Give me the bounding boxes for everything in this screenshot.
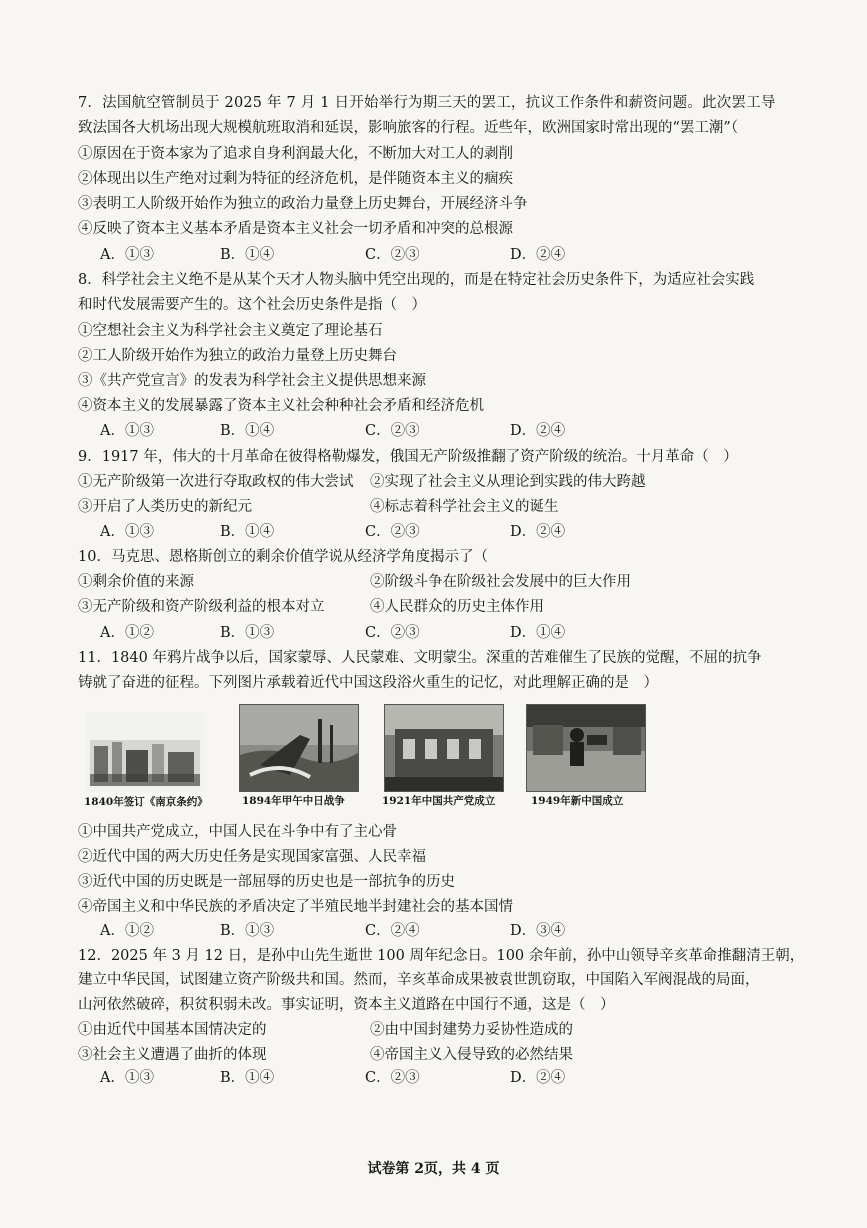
q12-option-3: ③社会主义遭遇了曲折的体现 xyxy=(78,1047,267,1063)
q7-option-2: ②体现出以生产绝对过剩为特征的经济危机，是伴随资本主义的痼疾 xyxy=(78,171,513,187)
q12-option-4: ④帝国主义入侵导致的必然结果 xyxy=(370,1047,573,1063)
q12-stem-line-2: 建立中华民国，试图建立资产阶级共和国。然而，辛亥革命成果被袁世凯窃取，中国陷入军阀混战的局面， xyxy=(78,972,760,988)
q11-option-2: ②近代中国的两大历史任务是实现国家富强、人民幸福 xyxy=(78,849,426,865)
q11-choice-a: A．①② xyxy=(100,923,154,939)
caption-1894: 1894年甲午中日战争 xyxy=(242,795,345,807)
q10-stem: 10．马克思、恩格斯创立的剩余价值学说从经济学角度揭示了（ xyxy=(78,549,488,565)
q7-choice-a: A．①③ xyxy=(100,247,154,263)
photo-cpc-founding xyxy=(384,704,504,792)
q8-choice-a: A．①③ xyxy=(100,423,154,439)
q8-option-1: ①空想社会主义为科学社会主义奠定了理论基石 xyxy=(78,323,383,339)
q11-stem-line-2: 铸就了奋进的征程。下列图片承载着近代中国这段浴火重生的记忆，对此理解正确的是 ） xyxy=(78,675,658,691)
q12-choice-c: C．②③ xyxy=(365,1070,420,1086)
q9-choice-b: B．①④ xyxy=(220,524,275,540)
q8-stem-line-2: 和时代发展需要产生的。这个社会历史条件是指（ ） xyxy=(78,297,426,313)
q10-option-3: ③无产阶级和资产阶级利益的根本对立 xyxy=(78,599,325,615)
q8-choice-d: D．②④ xyxy=(510,423,566,439)
photo-sino-japanese-war xyxy=(239,704,359,792)
q9-option-1: ①无产阶级第一次进行夺取政权的伟大尝试 xyxy=(78,474,354,490)
q10-option-2: ②阶级斗争在阶级社会发展中的巨大作用 xyxy=(370,574,631,590)
q7-stem-line-2: 致法国各大机场出现大规模航班取消和延误，影响旅客的行程。近些年，欧洲国家时常出现的“罢工潮”（ xyxy=(78,120,739,136)
q11-choice-c: C．②④ xyxy=(365,923,420,939)
q7-option-1: ①原因在于资本家为了追求自身利润最大化，不断加大对工人的剥削 xyxy=(78,146,513,162)
q9-option-2: ②实现了社会主义从理论到实践的伟大跨越 xyxy=(370,474,646,490)
caption-1840: 1840年签订《南京条约》 xyxy=(84,796,208,808)
q7-option-3: ③表明工人阶级开始作为独立的政治力量登上历史舞台，开展经济斗争 xyxy=(78,196,528,212)
q10-choice-a: A．①② xyxy=(100,625,154,641)
q7-stem-line-1: 7．法国航空管制员于 2025 年 7 月 1 日开始举行为期三天的罢工，抗议工作条件和薪资问题。此次罢工导 xyxy=(78,95,776,111)
q8-choice-b: B．①④ xyxy=(220,423,275,439)
q10-option-4: ④人民群众的历史主体作用 xyxy=(370,599,544,615)
q7-choice-b: B．①④ xyxy=(220,247,275,263)
q10-choice-d: D．①④ xyxy=(510,625,566,641)
q11-option-4: ④帝国主义和中华民族的矛盾决定了半殖民地半封建社会的基本国情 xyxy=(78,899,513,915)
q7-choice-c: C．②③ xyxy=(365,247,420,263)
q12-choice-a: A．①③ xyxy=(100,1070,154,1086)
q9-option-4: ④标志着科学社会主义的诞生 xyxy=(370,499,559,515)
q12-choice-b: B．①④ xyxy=(220,1070,275,1086)
q12-option-2: ②由中国封建势力妥协性造成的 xyxy=(370,1022,573,1038)
q10-option-1: ①剩余价值的来源 xyxy=(78,574,194,590)
q9-choice-c: C．②③ xyxy=(365,524,420,540)
q11-option-1: ①中国共产党成立，中国人民在斗争中有了主心骨 xyxy=(78,824,397,840)
q12-stem-line-3: 山河依然破碎，积贫积弱未改。事实证明，资本主义道路在中国行不通，这是（ ） xyxy=(78,997,615,1013)
q12-choice-d: D．②④ xyxy=(510,1070,566,1086)
q12-option-1: ①由近代中国基本国情决定的 xyxy=(78,1022,267,1038)
q9-option-3: ③开启了人类历史的新纪元 xyxy=(78,499,252,515)
q12-stem-line-1: 12．2025 年 3 月 12 日，是孙中山先生逝世 100 周年纪念日。100 余年前，孙中山领导辛亥革命推翻清王朝， xyxy=(78,948,805,964)
q7-option-4: ④反映了资本主义基本矛盾是资本主义社会一切矛盾和冲突的总根源 xyxy=(78,221,513,237)
q11-choice-b: B．①③ xyxy=(220,923,275,939)
caption-1949: 1949年新中国成立 xyxy=(531,795,624,807)
q10-choice-c: C．②③ xyxy=(365,625,420,641)
page-footer: 试卷第 2页，共 4 页 xyxy=(367,1161,500,1177)
photo-prc-founding xyxy=(526,704,646,792)
q8-choice-c: C．②③ xyxy=(365,423,420,439)
q9-stem: 9．1917 年，伟大的十月革命在彼得格勒爆发，俄国无产阶级推翻了资产阶级的统治。十月革命（ ） xyxy=(78,449,738,465)
q11-stem-line-1: 11．1840 年鸦片战争以后，国家蒙辱、人民蒙难、文明蒙尘。深重的苦难催生了民族的觉醒，不屈的抗争 xyxy=(78,650,762,666)
q9-choice-a: A．①③ xyxy=(100,524,154,540)
q8-option-4: ④资本主义的发展暴露了资本主义社会种种社会矛盾和经济危机 xyxy=(78,398,484,414)
q10-choice-b: B．①③ xyxy=(220,625,275,641)
q11-option-3: ③近代中国的历史既是一部屈辱的历史也是一部抗争的历史 xyxy=(78,874,455,890)
q8-option-2: ②工人阶级开始作为独立的政治力量登上历史舞台 xyxy=(78,348,397,364)
photo-nanjing-treaty xyxy=(86,712,204,792)
q8-option-3: ③《共产党宣言》的发表为科学社会主义提供思想来源 xyxy=(78,373,426,389)
caption-1921: 1921年中国共产党成立 xyxy=(382,795,496,807)
q8-stem-line-1: 8．科学社会主义绝不是从某个天才人物头脑中凭空出现的，而是在特定社会历史条件下，为适应社会实践 xyxy=(78,272,755,288)
q7-choice-d: D．②④ xyxy=(510,247,566,263)
q9-choice-d: D．②④ xyxy=(510,524,566,540)
q11-choice-d: D．③④ xyxy=(510,923,566,939)
